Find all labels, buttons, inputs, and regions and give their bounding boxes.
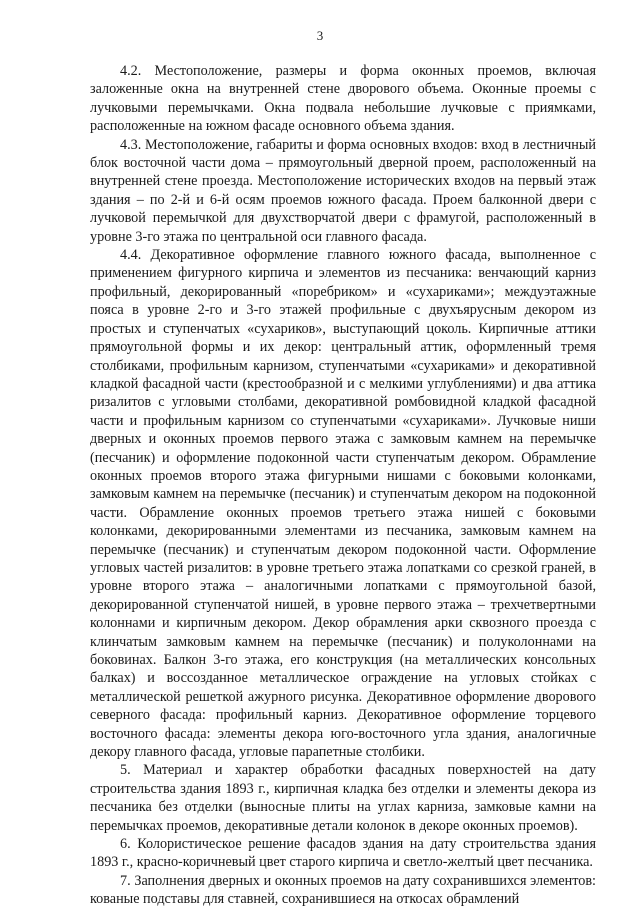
paragraph-5: 5. Материал и характер обработки фасадных поверхностей на дату строительства здания 1893 г., кирпичная кладка без отделки и элементы декора из песчаника без отделки (выносные плиты на углах карниза, замковые камни на перемычках проемов, декоративные детали колонок в декоре оконных проемов). [90, 762, 596, 834]
paragraph-7: 7. Заполнения дверных и оконных проемов на дату сохранившихся элементов: кованые подставы для ставней, сохранившиеся на откосах обрамлений [90, 872, 596, 908]
paragraph-4-3: 4.3. Местоположение, габариты и форма основных входов: вход в лестничный блок восточной части дома – прямоугольный дверной проем, расположенный на внутренней стене проезда. Местоположение исторических входов на первый этаж здания – по 2-й и 6-й осям проемов южного фасада. Проем балконной двери с лучковой перемычкой для двухстворчатой двери с фрамугой, расположенный в уровне 3-го этажа по центральной оси главного фасада. [90, 136, 596, 245]
page-number: 3 [316, 28, 324, 43]
paragraph-4-4: 4.4. Декоративное оформление главного южного фасада, выполненное с применением фигурного кирпича и элементов из песчаника: венчающий карниз профильный, декорированный «поребриком» и «сухариками»; междуэтажные пояса в уровне 2-го и 3-го этажей профильные с двухъярусным декором из простых и ступенчатых «сухариков», выступающий цоколь. Кирпичные аттики прямоугольной формы и их декор: центральный аттик, оформленный тремя столбиками, профильным карнизом, ступенчатыми «сухариками» и декоративной кладкой фасадной части (крестообразной и с мелкими углублениями) и два аттика ризалитов с угловыми столбами, декоративной ромбовидной кладкой фасадной части и профильным карнизом со ступенчатыми «сухариками». Лучковые ниши дверных и оконных проемов первого этажа с замковым камнем на перемычке (песчаник) и оформление подоконной части ступенчатым декором. Обрамление оконных проемов второго этажа фигурными нишами с боковыми колонками, замковым камнем на перемычке (песчаник) и ступенчатым декором на подоконной части. Обрамление оконных проемов третьего этажа нишей с боковыми колонками, декорированными элементами из песчаника, замковым камнем на перемычке (песчаник) и ступенчатым декором подоконной части. Оформление угловых частей ризалитов: в уровне третьего этажа лопатками со срезкой граней, в уровне второго этажа – аналогичными лопатками с прямоугольной базой, декорированной ступенчатой нишей, в уровне первого этажа – трехчетвертными колоннами и кирпичным декором. Декор обрамления арки сквозного проезда с клинчатым замковым камнем на перемычке (песчаник) и полуколоннами на боковинах. Балкон 3-го этажа, его конструкция (на металлических консольных балках) и воссозданное металлическое ограждение на угловых стойках с металлической решеткой ажурного рисунка. Декоративное оформление дворового северного фасада: профильный карниз. Декоративное оформление торцевого восточного фасада: элементы декора юго-восточного угла здания, аналогичные декору главного фасада, угловые парапетные столбики. [90, 247, 596, 761]
document-body [90, 62, 596, 909]
paragraph-4-2: 4.2. Местоположение, размеры и форма оконных проемов, включая заложенные окна на внутренней стене дворового объема. Оконные проемы с лучковыми перемычками. Окна подвала небольшие лучковые с приямками, расположенные на южном фасаде основного объема здания. [90, 63, 596, 135]
paragraph-6: 6. Колористическое решение фасадов здания на дату строительства здания 1893 г., красно-коричневый цвет старого кирпича и светло-желтый цвет песчаника. [90, 836, 596, 871]
